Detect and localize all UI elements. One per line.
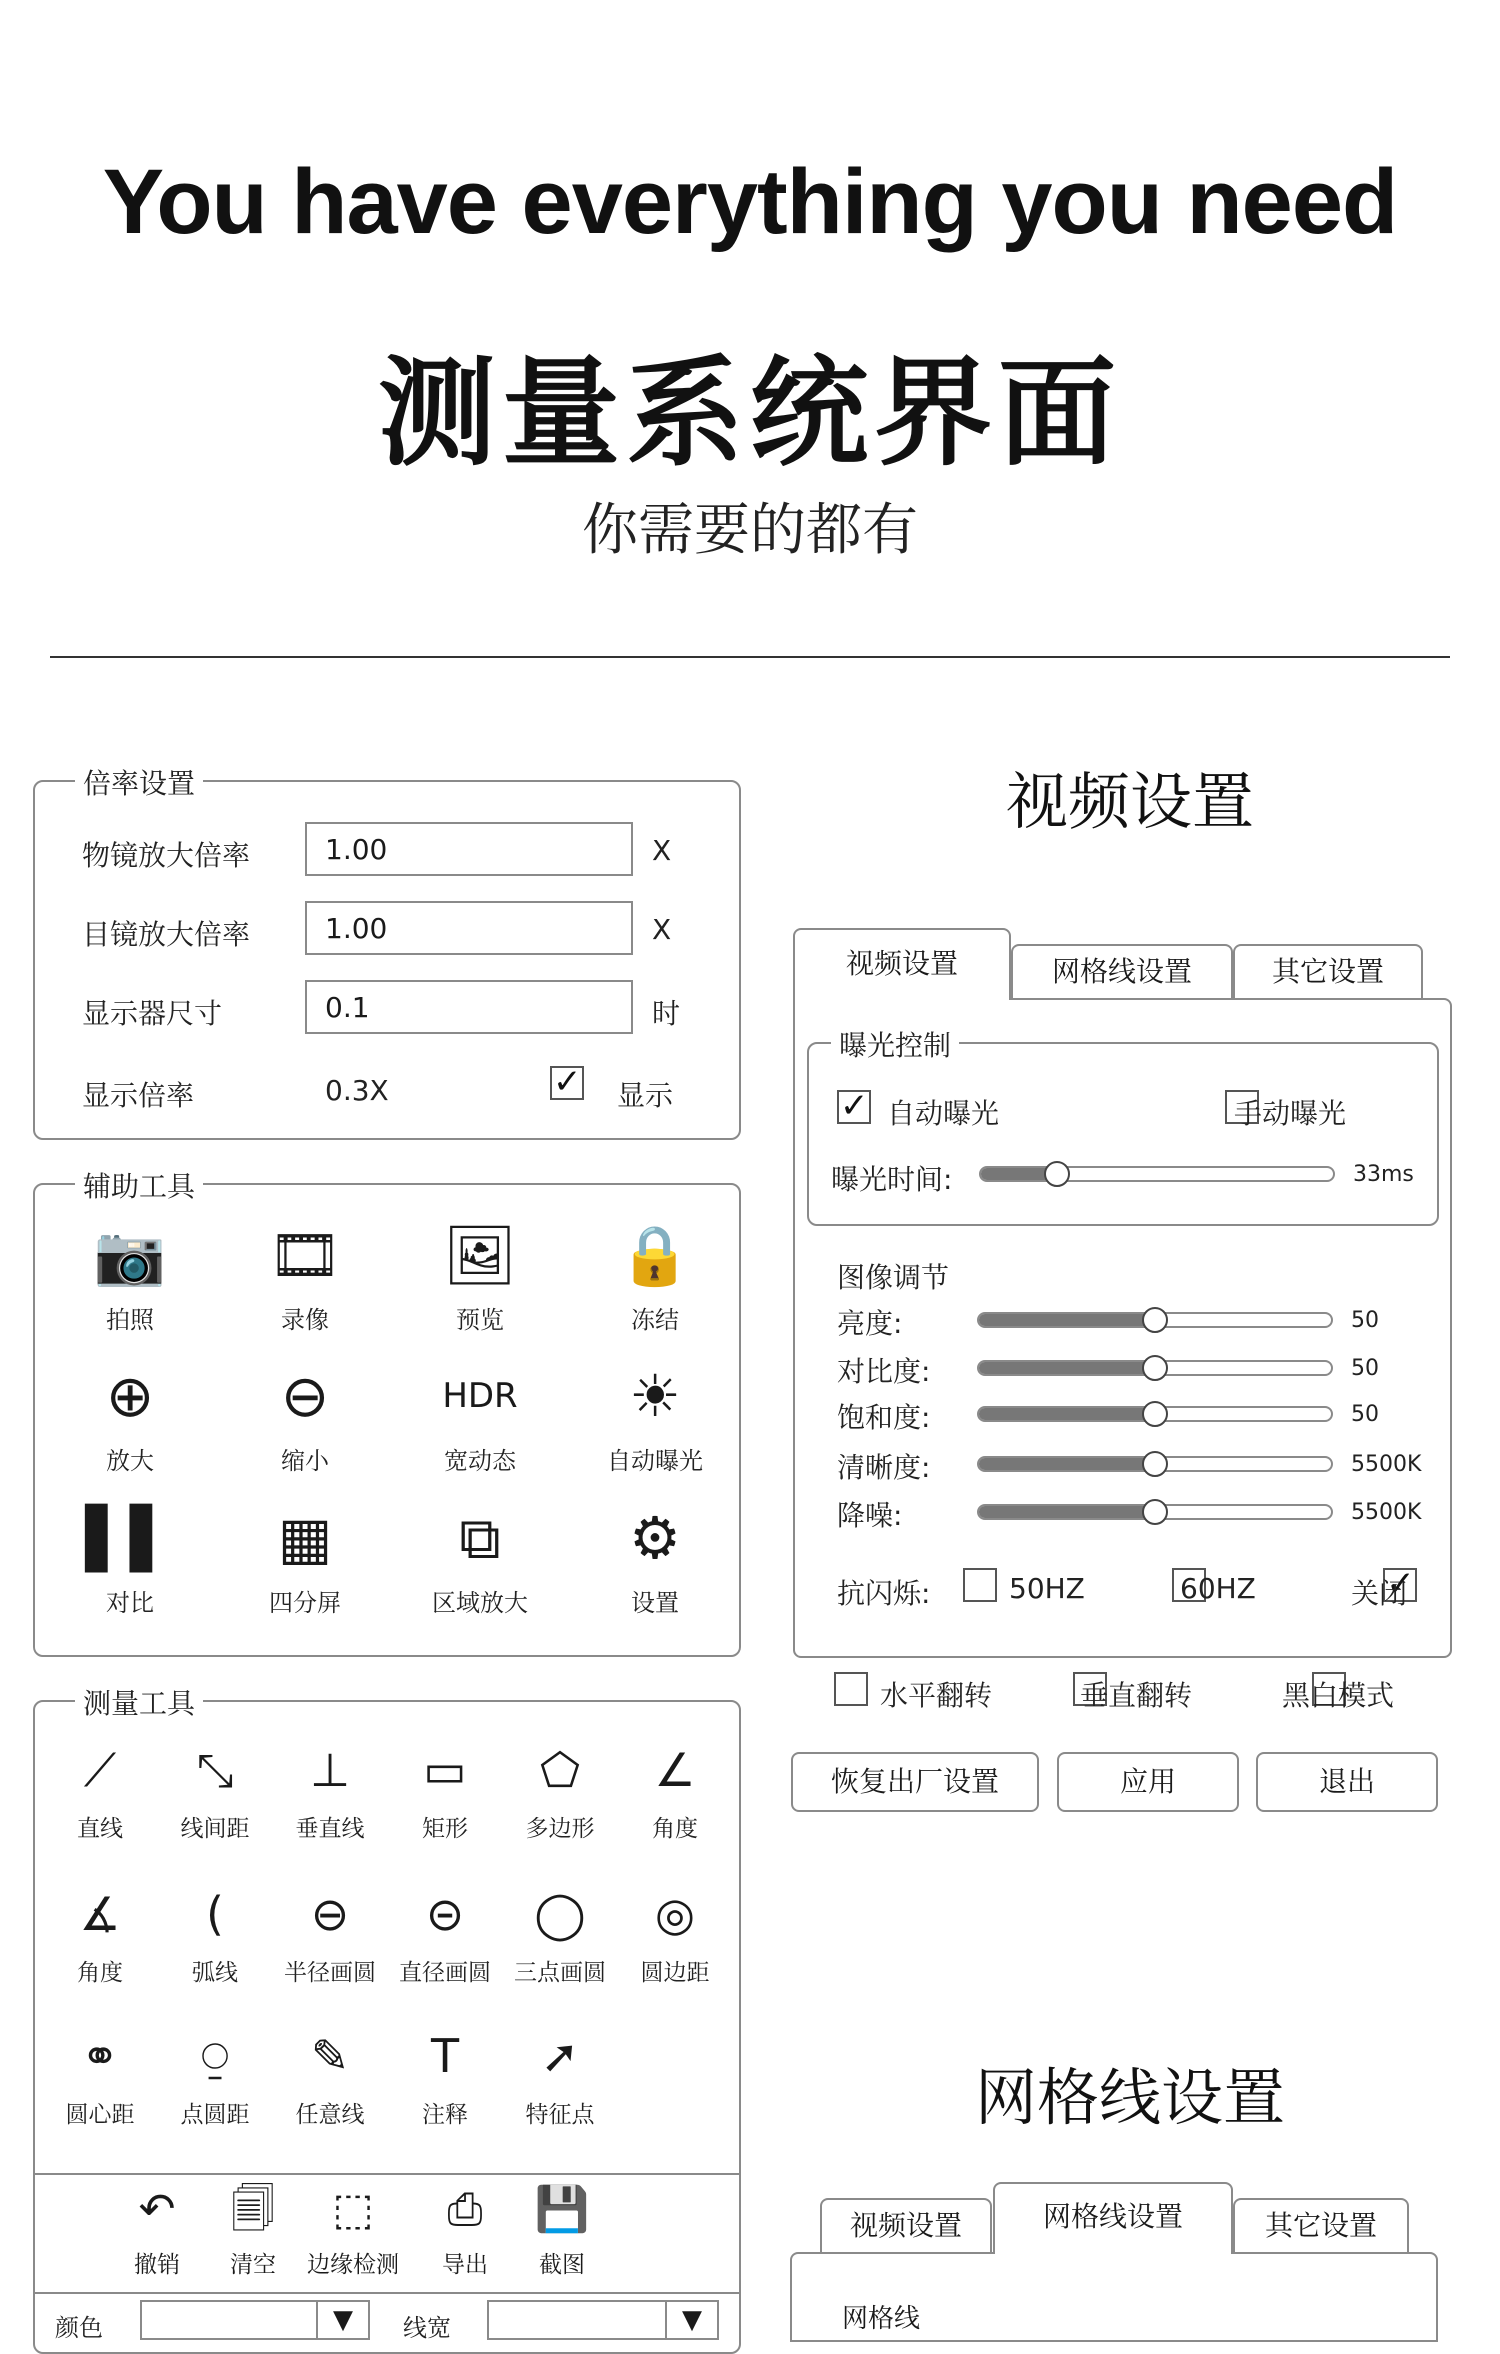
polygon-icon: ⬠	[540, 1743, 580, 1797]
aux-tool-2[interactable]	[235, 1220, 375, 1335]
measure-tool-16[interactable]	[390, 2028, 500, 2129]
line-width-label: 线宽	[403, 2314, 451, 2342]
aux-tool-8[interactable]	[585, 1361, 725, 1476]
hdr-icon: HDR	[442, 1376, 518, 1416]
zoom-in-icon: ⊕	[105, 1362, 155, 1430]
bottom-tool-label: 撤销	[134, 2252, 180, 2278]
measure-tool-17[interactable]	[505, 2028, 615, 2129]
aux-tool-label: 拍照	[106, 1306, 154, 1334]
exposure-group	[807, 1029, 1439, 1226]
adjust-slider-knob[interactable]	[1142, 1401, 1168, 1427]
region-zoom-icon: ⧉	[459, 1504, 501, 1572]
objective-field[interactable]: 1.00	[305, 822, 633, 876]
measure-tool-6[interactable]	[620, 1742, 730, 1843]
line-icon: ⟋	[83, 1743, 117, 1797]
arc-icon: (	[206, 1887, 224, 1941]
measure-tool-label: 注释	[422, 2102, 468, 2128]
magnification-legend: 倍率设置	[75, 762, 203, 802]
divider	[50, 656, 1450, 658]
aux-tools-legend: 辅助工具	[75, 1165, 203, 1205]
measure-separator-2	[35, 2292, 739, 2294]
bw-mode-label: 黑白模式	[1282, 1679, 1395, 1712]
eyepiece-unit: X	[652, 913, 672, 946]
measure-tool-2[interactable]	[160, 1742, 270, 1843]
flicker-50hz-label: 50HZ	[1009, 1572, 1085, 1605]
aux-tool-4[interactable]	[585, 1220, 725, 1335]
flicker-50hz-checkbox[interactable]	[963, 1568, 997, 1602]
measure-tool-label: 三点画圆	[514, 1960, 606, 1986]
objective-label: 物镜放大倍率	[82, 839, 251, 872]
bottom-tool-label: 边缘检测	[307, 2252, 399, 2278]
bottom-tool-label: 截图	[539, 2252, 585, 2278]
adjust-label: 对比度:	[837, 1355, 931, 1388]
color-label: 颜色	[55, 2314, 103, 2342]
auto-exposure-checkbox[interactable]	[837, 1090, 871, 1124]
monitor-size-field[interactable]: 0.1	[305, 980, 633, 1034]
measure-tool-11[interactable]	[505, 1886, 615, 1987]
measure-tool-label: 矩形	[422, 1816, 468, 1842]
bottom-tool-1[interactable]	[107, 2182, 207, 2279]
measure-tool-label: 垂直线	[295, 1816, 365, 1842]
measure-tool-1[interactable]	[45, 1742, 155, 1843]
tab-other-settings[interactable]: 其它设置	[1233, 944, 1423, 1000]
aux-tool-label: 预览	[456, 1306, 504, 1334]
measure-tool-label: 特征点	[525, 2102, 595, 2128]
bottom-tool-3[interactable]	[303, 2182, 403, 2279]
adjust-label: 降噪:	[837, 1499, 903, 1532]
line-width-dropdown[interactable]	[487, 2300, 719, 2340]
adjust-value: 50	[1351, 1356, 1379, 1381]
screenshot-icon: 💾	[534, 2184, 590, 2235]
aux-tool-12[interactable]	[585, 1503, 725, 1618]
export-xml-icon: ⎙	[447, 2184, 483, 2235]
auto-exposure-icon: ☀	[629, 1362, 681, 1430]
monitor-size-label: 显示器尺寸	[82, 997, 223, 1030]
adjust-slider-knob[interactable]	[1142, 1307, 1168, 1333]
measure-tool-label: 点圆距	[180, 2102, 250, 2128]
adjust-value: 50	[1351, 1308, 1379, 1333]
reset-button[interactable]: 恢复出厂设置	[791, 1752, 1039, 1812]
three-point-circle-icon: ◯	[534, 1887, 586, 1941]
aux-tool-3[interactable]	[410, 1220, 550, 1335]
objective-unit: X	[652, 834, 672, 867]
adjust-label: 清晰度:	[837, 1451, 931, 1484]
aux-tool-label: 区域放大	[432, 1589, 528, 1617]
page-title: 测量系统界面	[377, 344, 1122, 482]
measure-tool-4[interactable]	[390, 1742, 500, 1843]
measure-tool-label: 圆心距	[65, 2102, 135, 2128]
aux-tool-6[interactable]	[235, 1361, 375, 1476]
measure-tool-7[interactable]	[45, 1886, 155, 1987]
aux-tool-label: 设置	[631, 1589, 679, 1617]
perpendicular-icon: ⊥	[309, 1743, 351, 1797]
aux-tool-label: 宽动态	[444, 1447, 516, 1475]
measure-tool-label: 角度	[77, 1960, 123, 1986]
color-dropdown[interactable]	[140, 2300, 370, 2340]
headline: You have everything you need	[102, 151, 1398, 253]
show-label: 显示	[617, 1079, 674, 1112]
eyepiece-label: 目镜放大倍率	[82, 918, 251, 951]
aux-tool-label: 缩小	[281, 1447, 329, 1475]
eyepiece-field[interactable]: 1.00	[305, 901, 633, 955]
adjust-value: 5500K	[1351, 1452, 1422, 1477]
measure-tool-10[interactable]	[390, 1886, 500, 1987]
undo-icon: ↶	[138, 2184, 176, 2235]
horizontal-flip-checkbox[interactable]	[834, 1672, 868, 1706]
aux-tool-label: 自动曝光	[607, 1447, 703, 1475]
bottom-tool-5[interactable]	[512, 2182, 612, 2279]
image-adjust-title: 图像调节	[837, 1261, 950, 1294]
aux-tools-group	[33, 1170, 741, 1657]
aux-tool-11[interactable]	[410, 1503, 550, 1618]
apply-button[interactable]: 应用	[1057, 1752, 1239, 1812]
grid-settings-title: 网格线设置	[974, 2061, 1285, 2134]
arrow-icon: ➚	[540, 2029, 580, 2083]
exposure-time-knob[interactable]	[1044, 1161, 1070, 1187]
measure-tool-label: 角度	[652, 1816, 698, 1842]
show-checkbox[interactable]	[550, 1066, 584, 1100]
aux-tool-label: 对比	[106, 1589, 154, 1617]
video-settings-title: 视频设置	[1005, 765, 1254, 838]
exit-button[interactable]: 退出	[1256, 1752, 1438, 1812]
tab-other-settings-2[interactable]: 其它设置	[1233, 2198, 1409, 2254]
clear-icon: 🗐	[231, 2184, 275, 2235]
measure-tool-13[interactable]	[45, 2028, 155, 2129]
edge-detect-icon: ⬚	[332, 2184, 374, 2235]
aux-tool-label: 冻结	[631, 1306, 679, 1334]
measure-tool-label: 半径画圆	[284, 1960, 376, 1986]
radius-circle-icon: ⊖	[310, 1887, 350, 1941]
manual-exposure-label: 手动曝光	[1234, 1097, 1347, 1130]
gear-icon: ⚙	[629, 1504, 681, 1572]
display-ratio-label: 显示倍率	[82, 1079, 195, 1112]
point-circle-distance-icon: ⍜	[201, 2029, 229, 2083]
video-icon: 🎞	[268, 1221, 342, 1289]
adjust-slider-knob[interactable]	[1142, 1355, 1168, 1381]
measure-tool-12[interactable]	[620, 1886, 730, 1987]
preview-icon: 🖼	[443, 1221, 517, 1289]
adjust-label: 亮度:	[837, 1307, 903, 1340]
bottom-tool-4[interactable]	[415, 2182, 515, 2279]
measure-tool-label: 任意线	[295, 2102, 365, 2128]
adjust-value: 5500K	[1351, 1500, 1422, 1525]
tab-video-settings-2[interactable]: 视频设置	[820, 2198, 992, 2254]
flicker-off-label: 关闭	[1351, 1577, 1408, 1610]
angle-icon: ∠	[654, 1743, 696, 1797]
angle-three-point-icon: ∡	[79, 1887, 121, 1941]
monitor-size-unit: 时	[652, 997, 681, 1030]
bottom-tool-label: 导出	[442, 2252, 488, 2278]
adjust-slider-knob[interactable]	[1142, 1499, 1168, 1525]
freehand-icon: ✎	[310, 2029, 350, 2083]
measure-tool-15[interactable]	[275, 2028, 385, 2129]
measure-tool-3[interactable]	[275, 1742, 385, 1843]
tab-grid-settings-2[interactable]: 网格线设置	[993, 2182, 1233, 2254]
horizontal-flip-label: 水平翻转	[880, 1679, 993, 1712]
bottom-tool-label: 清空	[230, 2252, 276, 2278]
aux-tool-label: 放大	[106, 1447, 154, 1475]
measure-tool-14[interactable]	[160, 2028, 270, 2129]
aux-tool-5[interactable]	[60, 1361, 200, 1476]
chevron-down-icon: ▼	[316, 2302, 368, 2338]
tab-video-settings[interactable]: 视频设置	[793, 928, 1011, 1000]
aux-tool-label: 四分屏	[269, 1589, 341, 1617]
display-ratio-value: 0.3X	[325, 1074, 389, 1107]
magnification-group	[33, 767, 741, 1140]
camera-icon: 📷	[93, 1221, 167, 1289]
exposure-time-label: 曝光时间:	[831, 1163, 953, 1196]
measure-tool-9[interactable]	[275, 1886, 385, 1987]
measure-separator	[35, 2173, 739, 2175]
grid-settings-panel	[790, 2252, 1438, 2342]
measure-tool-label: 线间距	[180, 1816, 250, 1842]
center-distance-icon: ⚭	[80, 2029, 120, 2083]
lock-icon: 🔒	[618, 1221, 692, 1289]
chevron-down-icon: ▼	[665, 2302, 717, 2338]
vertical-flip-label: 垂直翻转	[1080, 1679, 1193, 1712]
aux-tool-label: 录像	[281, 1306, 329, 1334]
video-settings-panel	[793, 998, 1452, 1658]
measure-tool-8[interactable]	[160, 1886, 270, 1987]
page-subtitle: 你需要的都有	[582, 498, 918, 563]
grid-legend: 网格线	[842, 2304, 921, 2334]
flicker-60hz-label: 60HZ	[1180, 1572, 1256, 1605]
bottom-tool-2[interactable]	[203, 2182, 303, 2279]
rectangle-icon: ▭	[423, 1743, 467, 1797]
auto-exposure-label: 自动曝光	[887, 1097, 1000, 1130]
circle-edge-distance-icon: ◎	[654, 1887, 696, 1941]
exposure-time-value: 33ms	[1353, 1162, 1414, 1187]
aux-tool-9[interactable]	[60, 1503, 200, 1618]
adjust-value: 50	[1351, 1402, 1379, 1427]
aux-tool-7[interactable]	[410, 1361, 550, 1476]
aux-tool-10[interactable]	[235, 1503, 375, 1618]
measure-tool-label: 直径画圆	[399, 1960, 491, 1986]
text-icon: T	[430, 2029, 460, 2083]
compare-icon: ▌▌	[85, 1504, 175, 1572]
adjust-slider-knob[interactable]	[1142, 1451, 1168, 1477]
quad-screen-icon: ▦	[277, 1504, 333, 1572]
adjust-label: 饱和度:	[837, 1401, 931, 1434]
aux-tool-1[interactable]	[60, 1220, 200, 1335]
exposure-legend: 曝光控制	[831, 1024, 959, 1064]
line-distance-icon: ⤡	[196, 1743, 234, 1797]
measure-tool-5[interactable]	[505, 1742, 615, 1843]
diameter-circle-icon: ⊝	[425, 1887, 465, 1941]
measure-tool-label: 多边形	[525, 1816, 595, 1842]
measure-tool-label: 直线	[77, 1816, 123, 1842]
measure-tool-label: 圆边距	[640, 1960, 710, 1986]
exposure-time-slider[interactable]	[979, 1166, 1335, 1182]
zoom-out-icon: ⊖	[280, 1362, 330, 1430]
measure-tools-legend: 测量工具	[75, 1682, 203, 1722]
flicker-label: 抗闪烁:	[837, 1577, 931, 1610]
tab-grid-settings[interactable]: 网格线设置	[1011, 944, 1233, 1000]
measure-tools-group	[33, 1687, 741, 2354]
measure-tool-label: 弧线	[192, 1960, 238, 1986]
